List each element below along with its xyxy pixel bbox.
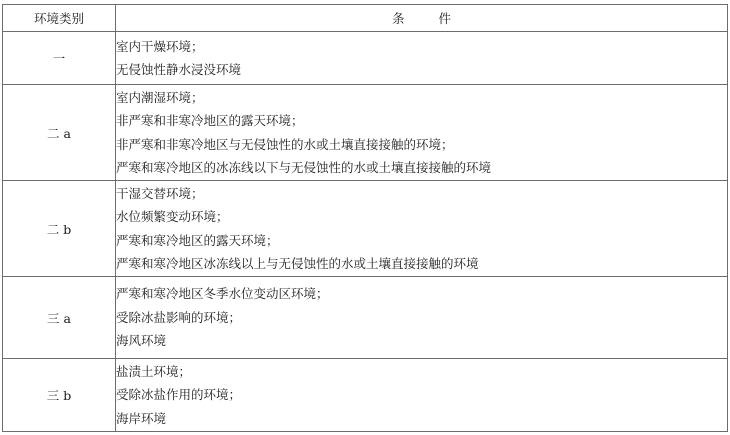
conditions-cell bbox=[116, 277, 728, 359]
header-conditions-left: 条 bbox=[391, 11, 405, 26]
conditions-cell bbox=[116, 359, 728, 432]
table-row bbox=[3, 85, 728, 181]
condition-line: 受除冰盐作用的环境； bbox=[116, 387, 242, 403]
condition-line: 严寒和寒冷地区冬季水位变动区环境； bbox=[116, 286, 329, 302]
condition-line: 水位频繁变动环境； bbox=[116, 209, 229, 224]
header-category: 环境类别 bbox=[3, 5, 116, 32]
condition-line: 海风环境 bbox=[116, 333, 167, 349]
table-header bbox=[3, 5, 728, 32]
header-conditions-right: 件 bbox=[438, 11, 452, 26]
conditions-cell bbox=[116, 181, 728, 277]
header-conditions bbox=[116, 5, 728, 32]
condition-line: 室内干燥环境； bbox=[116, 38, 204, 54]
condition-line: 海岸环境 bbox=[116, 410, 167, 426]
condition-line: 干湿交替环境； bbox=[116, 185, 204, 201]
condition-line: 非严寒和非寒冷地区的露天环境； bbox=[116, 113, 304, 128]
condition-line: 无侵蚀性静水浸没环境 bbox=[116, 62, 242, 77]
table-body bbox=[3, 32, 728, 432]
category-cell: 三 b bbox=[3, 359, 116, 432]
table-row bbox=[3, 277, 728, 359]
condition-line: 严寒和寒冷地区的冰冻线以下与无侵蚀性的水或土壤直接接触的环境 bbox=[116, 160, 492, 175]
header-row bbox=[3, 5, 728, 32]
category-cell: 二 b bbox=[3, 181, 116, 277]
table-row bbox=[3, 32, 728, 85]
table-row bbox=[3, 181, 728, 277]
table-row bbox=[3, 359, 728, 432]
condition-line: 受除冰盐影响的环境； bbox=[116, 309, 242, 325]
conditions-cell bbox=[116, 32, 728, 85]
condition-line: 非严寒和非寒冷地区与无侵蚀性的水或土壤直接接触的环境； bbox=[116, 136, 454, 152]
condition-line: 盐渍土环境； bbox=[116, 363, 192, 379]
category-cell: 二 a bbox=[3, 85, 116, 181]
environment-category-table bbox=[2, 4, 728, 432]
category-cell: 三 a bbox=[3, 277, 116, 359]
condition-line: 室内潮湿环境； bbox=[116, 89, 204, 105]
conditions-cell bbox=[116, 85, 728, 181]
condition-line: 严寒和寒冷地区的露天环境； bbox=[116, 232, 279, 248]
condition-line: 严寒和寒冷地区冰冻线以上与无侵蚀性的水或土壤直接接触的环境 bbox=[116, 256, 479, 271]
category-cell: 一 bbox=[3, 32, 116, 85]
